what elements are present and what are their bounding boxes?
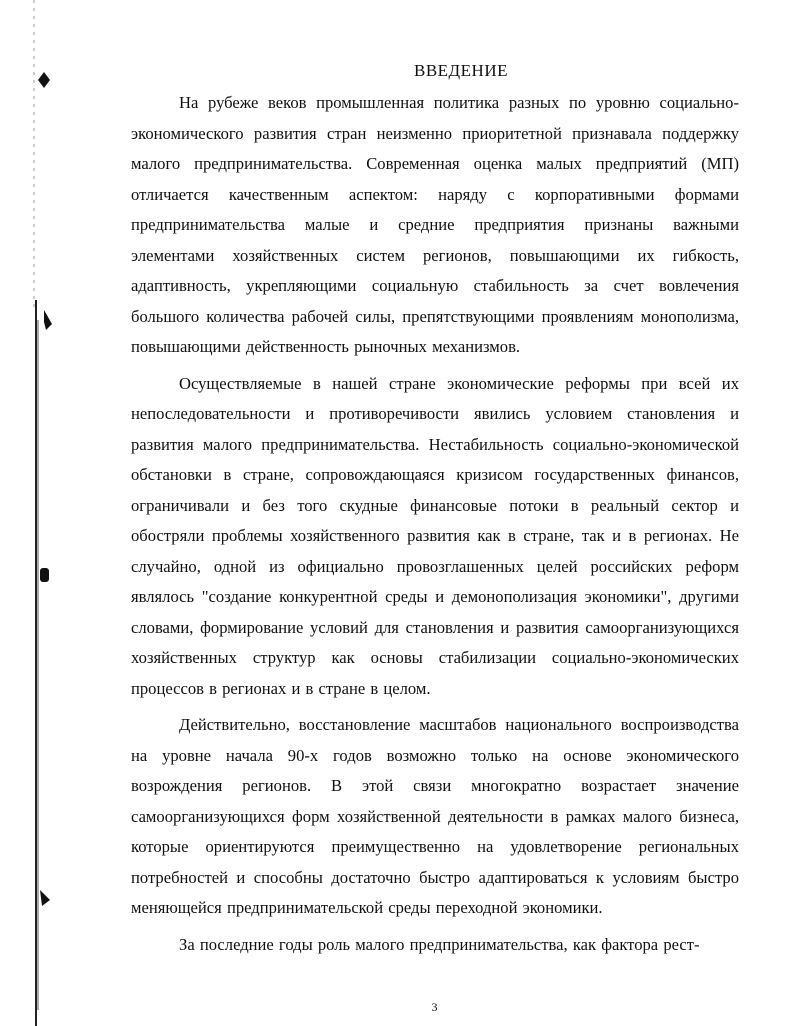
paragraph-3: Действительно, восстановление масштабов национального воспроизводства на уровне начала 90-х годов возможно только на основе экономического возрождения регионов. В этой связи многократно возрастает значение самоорганизующихся форм хозяйственной деятельности в рамках малого бизнеса, которые ориентируются преимущественно на удовлетворение региональных потребностей и способны достаточно быстро адаптироваться к условиям быстро меняющейся предпринимательской среды переходной экономики. bbox=[131, 715, 739, 917]
paragraph-2: Осуществляемые в нашей стране экономические реформы при всей их непоследовательности и противоречивости явились условием становления и развития малого предпринимательства. Нестабильность социально-экономической обстановки в стране, сопровождающаяся кризисом государственных финансов, ограничивали и без того скудные финансовые потоки в реальный сектор и обостряли проблемы хозяйственного развития как в стране, так и в регионах. Не случайно, одной из официально провозглашенных целей российских реформ являлось "создание конкурентной среды и демонополизация экономики", другими словами, формирование условий для становления и развития самоорганизующихся хозяйственных структур как основы стабилизации социально-экономических процессов в регионах и в стране в целом. bbox=[131, 373, 739, 698]
paragraph-4: За последние годы роль малого предпринимательства, как фактора рест- bbox=[179, 934, 700, 954]
document-page bbox=[131, 60, 739, 966]
paragraph-1: На рубеже веков промышленная политика разных по уровню социально-экономического развития стран неизменно приоритетной признавала поддержку малого предпринимательства. Современная оценка малых предприятий (МП) отличается качественным аспектом: наряду с корпоративными формами предпринимательства малые и средние предприятия признаны важными элементами хозяйственных систем регионов, повышающими их гибкость, адаптивность, укрепляющими социальную стабильность за счет вовлечения большого количества рабочей силы, препятствующими проявлениям монополизма, повышающими действенность рыночных механизмов. bbox=[131, 93, 739, 356]
scanned-binding-edge bbox=[0, 0, 60, 1026]
document-title: ВВЕДЕНИЕ bbox=[414, 61, 508, 80]
page-number: 3 bbox=[431, 1000, 438, 1014]
